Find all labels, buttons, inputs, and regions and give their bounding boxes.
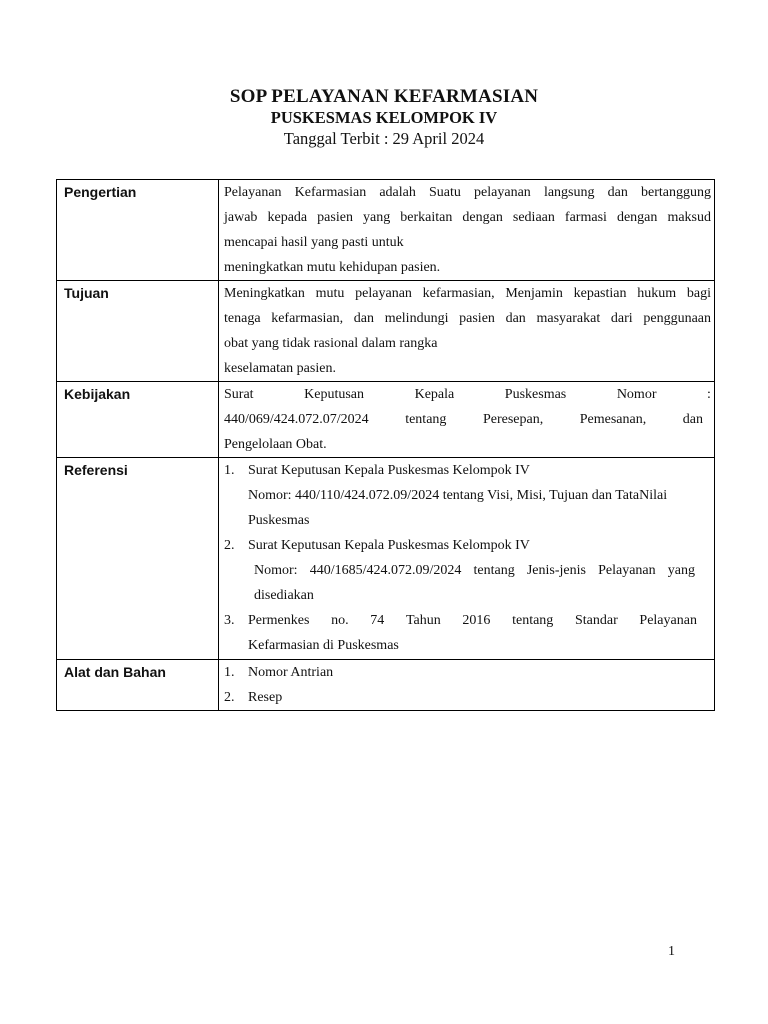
row-kebijakan — [57, 382, 715, 458]
issue-date: Tanggal Terbit : 29 April 2024 — [283, 129, 485, 148]
referensi-word: Pelayanan — [639, 613, 697, 628]
kebijakan-word: Peresepan, — [482, 412, 544, 427]
referensi-item-detail: Nomor: 440/1685/424.072.09/2024 tentang Jenis-jenis Pelayanan yang — [254, 563, 695, 578]
kebijakan-word: Nomor — [616, 387, 657, 402]
row-pengertian — [57, 180, 715, 281]
row-alat-bahan — [57, 660, 715, 711]
referensi-item-number: 2. — [224, 538, 235, 553]
pengertian-line: Pelayanan Kefarmasian adalah Suatu pelayanan langsung dan bertanggung — [224, 185, 711, 200]
tujuan-line: Meningkatkan mutu pelayanan kefarmasian, Menjamin kepastian hukum bagi — [224, 286, 711, 301]
referensi-word: 74 — [370, 613, 385, 628]
referensi-item-detail: Puskesmas — [248, 513, 310, 528]
referensi-item — [224, 608, 711, 658]
row-referensi — [57, 458, 715, 660]
kebijakan-word: Puskesmas — [504, 387, 567, 402]
referensi-item-number: 3. — [224, 613, 235, 628]
page-number: 1 — [668, 944, 675, 959]
row-label-pengertian: Pengertian — [57, 180, 219, 281]
kebijakan-line-3: Pengelolaan Obat. — [224, 437, 327, 452]
referensi-word: 2016 — [462, 613, 491, 628]
kebijakan-word: Keputusan — [304, 387, 365, 402]
document-subtitle: PUSKESMAS KELOMPOK IV — [270, 108, 498, 127]
row-content-tujuan — [219, 281, 715, 382]
alat-item-number: 1. — [224, 665, 235, 680]
kebijakan-word: Surat — [224, 387, 254, 402]
pengertian-line: mencapai hasil yang pasti untuk — [224, 235, 404, 250]
kebijakan-word: : — [707, 387, 711, 402]
alat-item-number: 2. — [224, 690, 235, 705]
kebijakan-line-1 — [224, 382, 711, 407]
row-tujuan — [57, 281, 715, 382]
kebijakan-word: 440/069/424.072.07/2024 — [224, 412, 369, 427]
referensi-word: Permenkes — [248, 613, 310, 628]
row-content-referensi — [219, 458, 715, 660]
row-label-kebijakan: Kebijakan — [57, 382, 219, 458]
kebijakan-word: Pemesanan, — [579, 412, 647, 427]
referensi-item-detail: disediakan — [254, 588, 314, 603]
referensi-item-detail: Nomor: 440/110/424.072.09/2024 tentang Visi, Misi, Tujuan dan TataNilai — [248, 488, 668, 503]
pengertian-line: jawab kepada pasien yang berkaitan dengan sediaan farmasi dengan maksud — [224, 210, 711, 225]
referensi-word: Tahun — [405, 613, 441, 628]
tujuan-line: tenaga kefarmasian, dan melindungi pasien dan masyarakat dari penggunaan — [224, 311, 711, 326]
referensi-word: no. — [331, 613, 349, 628]
row-label-tujuan: Tujuan — [57, 281, 219, 382]
alat-item — [224, 660, 711, 685]
pengertian-line: meningkatkan mutu kehidupan pasien. — [224, 260, 441, 275]
row-label-referensi: Referensi — [57, 458, 219, 660]
kebijakan-word: Kepala — [414, 387, 455, 402]
tujuan-line: obat yang tidak rasional dalam rangka — [224, 336, 438, 351]
alat-item-text: Nomor Antrian — [248, 665, 334, 680]
kebijakan-line-2 — [224, 407, 711, 432]
tujuan-line: keselamatan pasien. — [224, 361, 336, 376]
referensi-item — [224, 458, 711, 533]
sop-table — [56, 179, 715, 711]
referensi-item-title — [248, 608, 711, 633]
row-label-alat-bahan: Alat dan Bahan — [57, 660, 219, 711]
referensi-item-number: 1. — [224, 463, 235, 478]
alat-item-text: Resep — [248, 690, 283, 705]
referensi-word: tentang — [512, 613, 554, 628]
row-content-kebijakan — [219, 382, 715, 458]
referensi-word: Standar — [574, 613, 618, 628]
document-title: SOP PELAYANAN KEFARMASIAN — [229, 86, 539, 107]
row-content-pengertian — [219, 180, 715, 281]
document-header — [0, 86, 768, 150]
referensi-item-title: Surat Keputusan Kepala Puskesmas Kelompok IV — [248, 463, 530, 478]
row-content-alat-bahan — [219, 660, 715, 711]
alat-item — [224, 685, 711, 710]
referensi-item-title: Surat Keputusan Kepala Puskesmas Kelompok IV — [248, 538, 530, 553]
kebijakan-word: dan — [682, 412, 703, 427]
kebijakan-word: tentang — [405, 412, 447, 427]
referensi-item — [224, 533, 711, 608]
referensi-item-detail: Kefarmasian di Puskesmas — [248, 638, 399, 653]
